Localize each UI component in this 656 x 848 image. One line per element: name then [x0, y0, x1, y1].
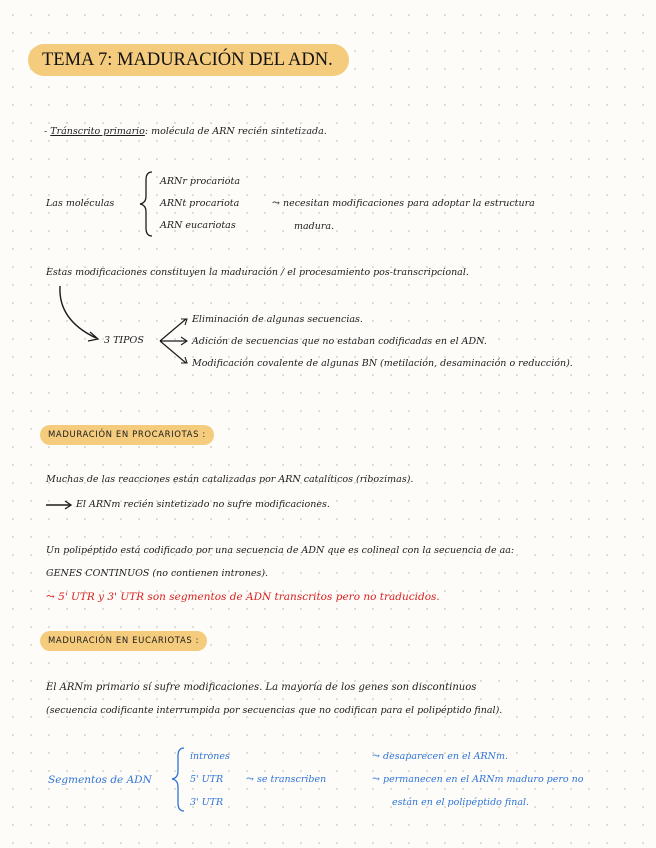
curved-arrow — [60, 286, 96, 338]
transcriben-note: ⤳ se transcriben — [246, 774, 327, 785]
section-heading-procariotas: MADURACIÓN EN PROCARIOTAS : — [40, 425, 214, 445]
procariotas-line: Un polipéptido está codificado por una secuencia de ADN que es colineal con la secuencia de aa: — [46, 545, 515, 556]
segmento-item: 5' UTR — [190, 774, 224, 785]
moleculas-note: ⤳ necesitan modificaciones para adoptar la estructura — [272, 198, 535, 209]
branch-arrows — [160, 319, 186, 363]
eucariotas-line: (secuencia codificante interrumpida por secuencias que no codifican para el polipéptido final). — [46, 705, 503, 716]
definition-text: molécula de ARN recién sintetizada. — [151, 126, 327, 137]
procariotas-line: Muchas de las reacciones están catalizadas por ARN catalíticos (ribozimas). — [46, 474, 414, 485]
segmento-item: intrones — [190, 751, 230, 762]
tipo-item: Adición de secuencias que no estaban codificadas en el ADN. — [192, 336, 487, 347]
curly-brace-moleculas — [140, 172, 152, 236]
permanecen-note: ⤳ permanecen en el ARNm maduro pero no — [372, 774, 584, 785]
segmentos-label: Segmentos de ADN — [48, 774, 152, 786]
page-title: TEMA 7: MADURACIÓN DEL ADN. — [28, 44, 349, 76]
procariotas-line: El ARNm recién sintetizado no sufre modificaciones. — [76, 499, 330, 510]
tipo-item: Eliminación de algunas secuencias. — [192, 314, 363, 325]
squiggle-arrow-icon: ⤳ — [372, 751, 380, 762]
molecula-item: ARNr procariota — [160, 176, 240, 187]
tipos-label: 3 TIPOS — [104, 335, 144, 346]
molecula-item: ARNt procariota — [160, 198, 240, 209]
molecula-item: ARN eucariotas — [160, 220, 236, 231]
modificaciones-sentence: Estas modificaciones constituyen la maduración / el procesamiento pos-transcripcional. — [46, 267, 469, 278]
eucariotas-line: El ARNm primario sí sufre modificaciones. La mayoría de los genes son discontinuos — [46, 682, 477, 693]
colon: : — [144, 126, 149, 137]
squiggle-arrow-icon: ⤳ — [372, 774, 380, 785]
permanecen-note-cont: están en el polipéptido final. — [392, 797, 530, 808]
segmento-item: 3' UTR — [190, 797, 224, 808]
moleculas-note-cont: madura. — [294, 221, 335, 232]
squiggle-arrow-icon: ⤳ — [246, 774, 254, 785]
squiggle-arrow-icon: ⤳ — [46, 591, 55, 603]
curly-brace-segmentos — [172, 748, 184, 811]
squiggle-arrow-icon: ⤳ — [272, 198, 280, 209]
procariotas-line: GENES CONTINUOS (no contienen intrones). — [46, 568, 269, 579]
moleculas-label: Las moléculas — [46, 198, 115, 209]
desaparecen-note: ⤳ desaparecen en el ARNm. — [372, 751, 509, 762]
term-transcrito-primario: Tránscrito primario — [50, 126, 145, 137]
tipo-item: Modificación covalente de algunas BN (metilación, desaminación o reducción). — [192, 358, 573, 369]
utr-note: ⤳ 5' UTR y 3' UTR son segmentos de ADN transcritos pero no traducidos. — [46, 591, 440, 603]
section-heading-eucariotas: MADURACIÓN EN EUCARIOTAS : — [40, 631, 207, 651]
bullet-dash: - — [44, 126, 48, 137]
